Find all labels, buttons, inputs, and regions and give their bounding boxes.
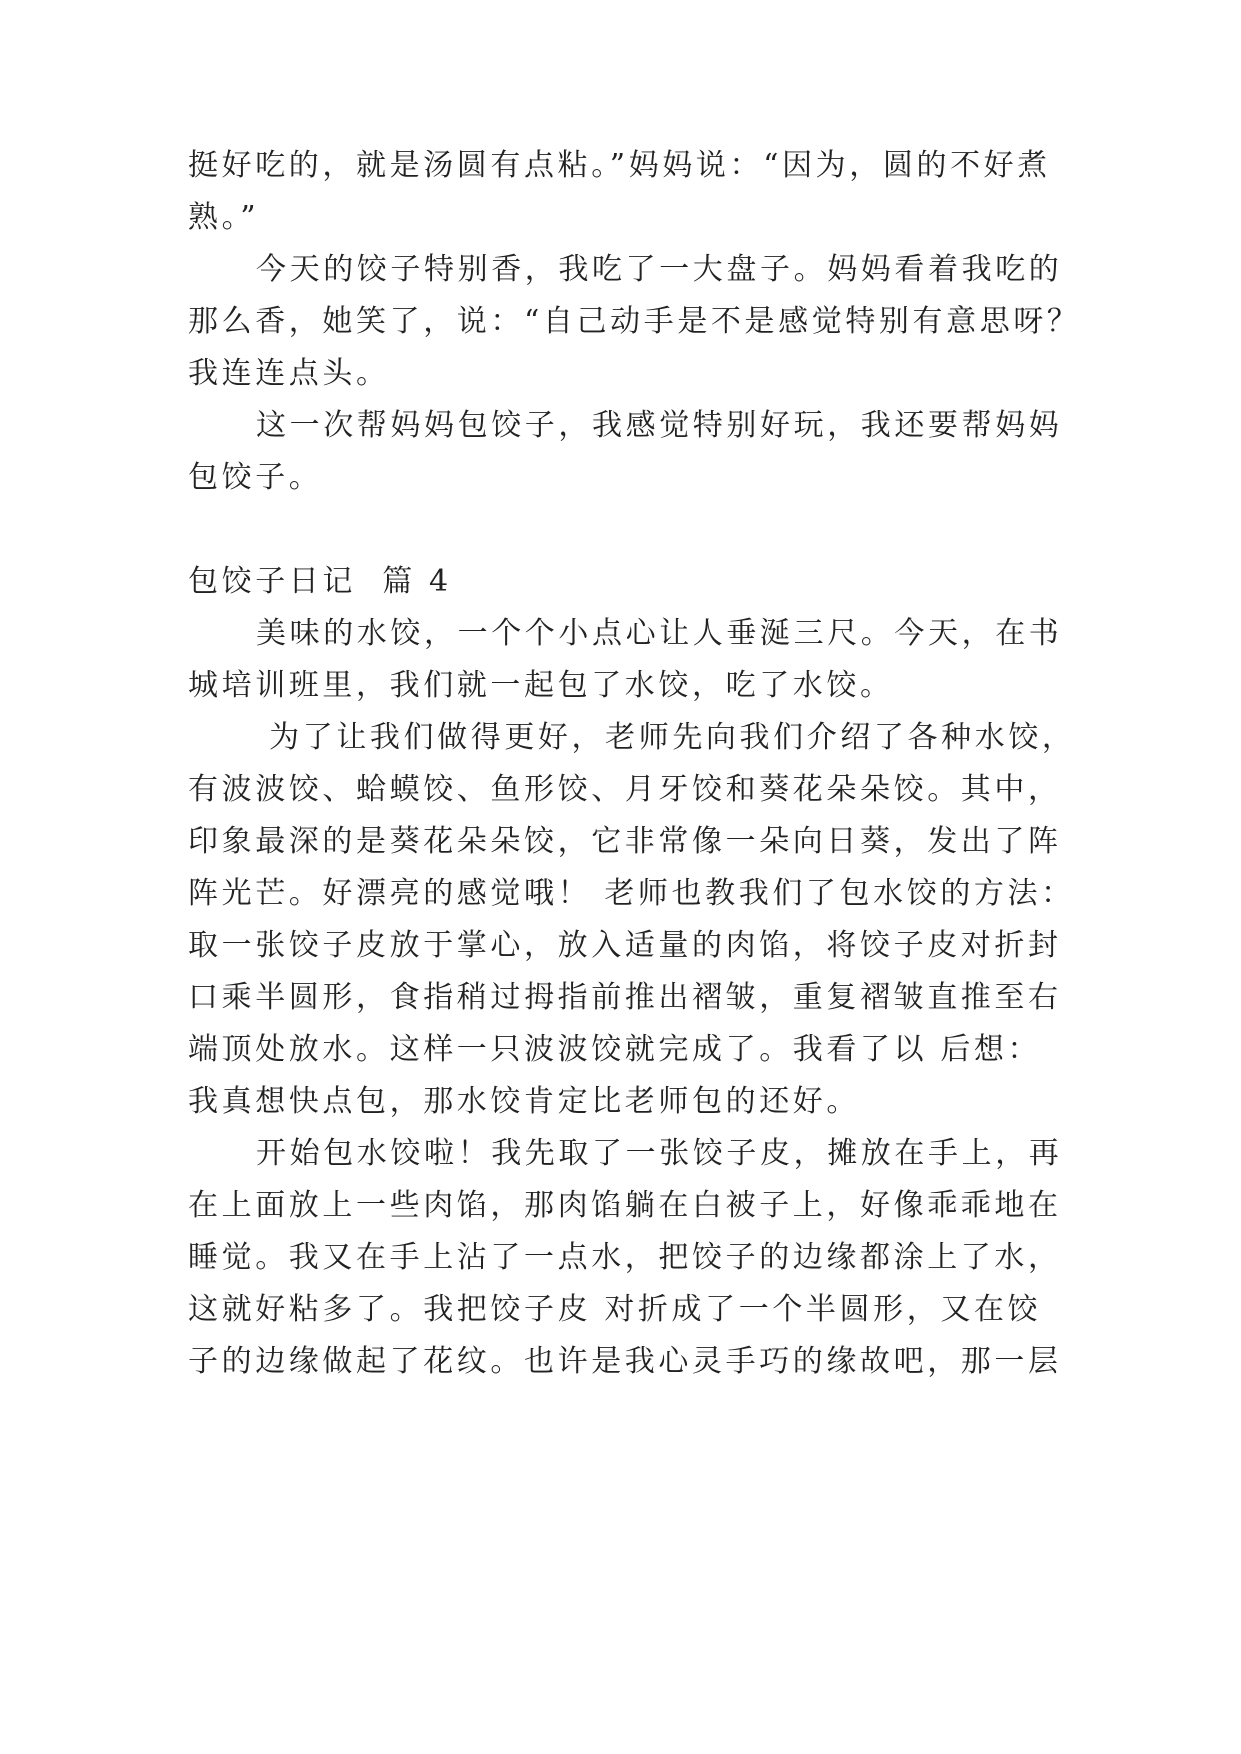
paragraph-line: 口乘半圆形，食指稍过拇指前推出褶皱，重复褶皱直推至右 [188, 980, 1062, 1015]
paragraph-line: 包饺子。 [188, 460, 323, 495]
paragraph-line: 开始包水饺啦！我先取了一张饺子皮，摊放在手上，再 [256, 1136, 1063, 1171]
section-heading: 包饺子日记 篇 4 [188, 564, 452, 599]
paragraph-line: 阵光芒。好漂亮的感觉哦！ 老师也教我们了包水饺的方法： [188, 876, 1075, 911]
paragraph-line: 取一张饺子皮放于掌心，放入适量的肉馅，将饺子皮对折封 [188, 928, 1062, 963]
paragraph-line: 城培训班里，我们就一起包了水饺，吃了水饺。 [188, 668, 894, 703]
paragraph-line: 子的边缘做起了花纹。也许是我心灵手巧的缘故吧，那一层 [188, 1344, 1062, 1379]
paragraph-line: 挺好吃的，就是汤圆有点粘。”妈妈说：“因为，圆的不好煮 [188, 148, 1051, 183]
paragraph-line: 端顶处放水。这样一只波波饺就完成了。我看了以 后想： [188, 1032, 1042, 1067]
paragraph-line: 在上面放上一些肉馅，那肉馅躺在白被子上，好像乖乖地在 [188, 1188, 1062, 1223]
paragraph-line: 美味的水饺，一个个小点心让人垂涎三尺。今天，在书 [256, 616, 1063, 651]
paragraph-line: 那么香，她笑了，说：“自己动手是不是感觉特别有意思呀？ [188, 304, 1081, 339]
paragraph-line: 有波波饺、蛤蟆饺、鱼形饺、月牙饺和葵花朵朵饺。其中， [188, 772, 1062, 807]
paragraph-line: 今天的饺子特别香，我吃了一大盘子。妈妈看着我吃的 [256, 252, 1063, 287]
paragraph-line: 熟。” [188, 200, 260, 235]
paragraph-line: 这就好粘多了。我把饺子皮 对折成了一个半圆形，又在饺 [188, 1292, 1042, 1327]
paragraph-line: 这一次帮妈妈包饺子，我感觉特别好玩，我还要帮妈妈 [256, 408, 1063, 443]
paragraph-line: 睡觉。我又在手上沾了一点水，把饺子的边缘都涂上了水， [188, 1240, 1062, 1275]
paragraph-line: 我连连点头。 [188, 356, 390, 391]
paragraph-line: 印象最深的是葵花朵朵饺，它非常像一朵向日葵，发出了阵 [188, 824, 1062, 859]
paragraph-line: 我真想快点包，那水饺肯定比老师包的还好。 [188, 1084, 860, 1119]
paragraph-line: 为了让我们做得更好，老师先向我们介绍了各种水饺， [256, 720, 1076, 755]
